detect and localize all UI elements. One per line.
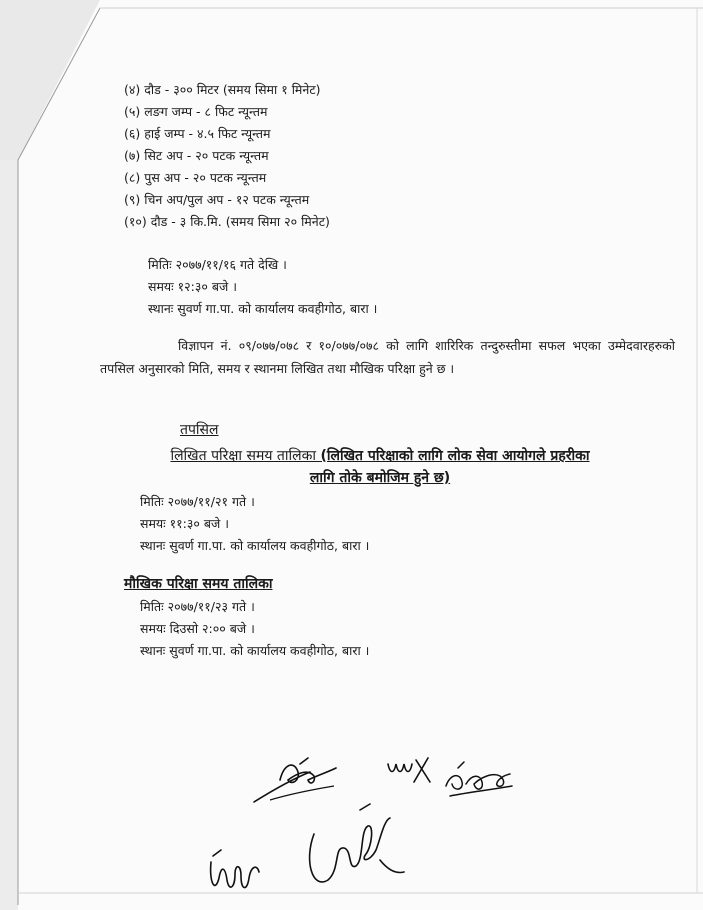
physical-test-place: स्थानः सुवर्ण गा.पा. को कार्यालय कवहीगोठ, बारा । [148, 301, 378, 316]
written-test-date: मितिः २०७७/११/२१ गते । [140, 494, 255, 509]
notice-paragraph-text: विज्ञापन नं. ०९/०७७/०७८ र १०/०७७/०७८ को लागि शारिरिक तन्दुरुस्तीमा सफल भएका उम्मेदवारहरुको तपसिल अनुसारको मिति, समय र स्थानमा लिखित तथा मौखिक परिक्षा हुने छ । [100, 338, 675, 376]
list-item: (७) सिट अप - २० पटक न्यून्तम [124, 148, 269, 163]
physical-test-date: मितिः २०७७/११/१६ गते देखि । [148, 257, 287, 272]
oral-test-place: स्थानः सुवर्ण गा.पा. को कार्यालय कवहीगोठ, बारा । [140, 643, 370, 658]
written-test-place: स्थानः सुवर्ण गा.पा. को कार्यालय कवहीगोठ, बारा । [140, 538, 370, 553]
signature-5 [300, 800, 410, 895]
list-item: (६) हाई जम्प - ४.५ फिट न्यून्तम [124, 126, 271, 141]
signature-4 [205, 842, 265, 902]
oral-test-time: समयः दिउसो २:०० बजे । [140, 621, 255, 636]
written-heading-normal: लिखित परिक्षा समय तालिका [170, 448, 321, 464]
physical-test-time: समयः १२:३० बजे । [148, 279, 237, 294]
written-exam-heading [80, 446, 680, 466]
list-item: (५) लङग जम्प - ८ फिट न्यून्तम [124, 104, 268, 119]
oral-exam-heading: मौखिक परिक्षा समय तालिका [124, 576, 273, 592]
notice-paragraph [100, 334, 675, 380]
list-item: (९) चिन अप/पुल अप - १२ पटक न्यून्तम [124, 192, 310, 207]
signature-2 [384, 752, 434, 792]
list-item: (४) दौड - ३०० मिटर (समय सिमा १ मिनेट) [124, 82, 321, 97]
signature-3 [440, 756, 520, 806]
written-exam-heading-continued: लागि तोके बमोजिम हुने छ) [309, 470, 451, 486]
list-item: (१०) दौड - ३ कि.मि. (समय सिमा २० मिनेट) [124, 214, 330, 229]
schedule-heading: तपसिल [180, 422, 219, 438]
written-test-time: समयः ११:३० बजे । [140, 516, 229, 531]
oral-test-date: मितिः २०७७/११/२३ गते । [140, 599, 255, 614]
written-heading-note: (लिखित परिक्षाको लागि लोक सेवा आयोगले प्रहरीका [320, 448, 590, 464]
list-item: (८) पुस अप - २० पटक न्यून्तम [124, 170, 267, 185]
